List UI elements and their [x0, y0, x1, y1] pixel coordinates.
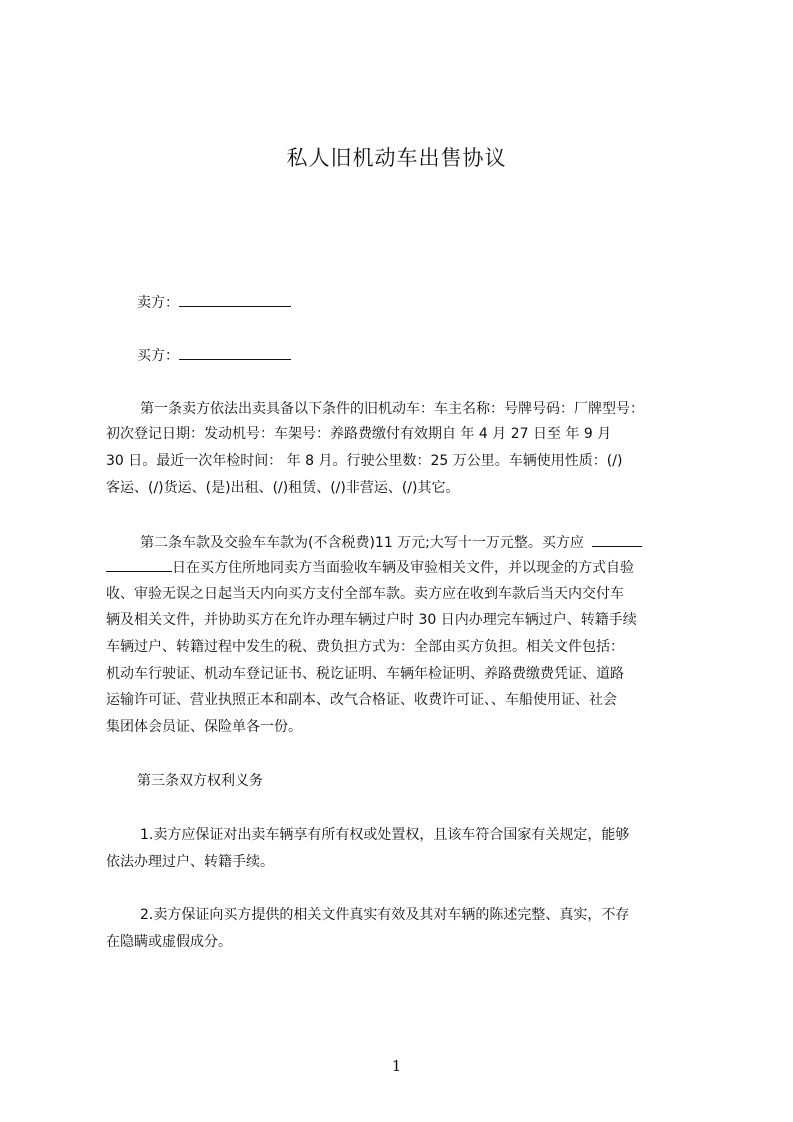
article2-line: 车辆过户、转籍过程中发生的税、费负担方式为：全部由买方负担。相关文件包括： — [106, 639, 624, 655]
buyer-field — [137, 345, 291, 366]
article2-line — [140, 532, 642, 553]
seller-blank — [179, 292, 291, 307]
page-number: 1 — [391, 1057, 402, 1075]
article2-second-text: 日在买方住所地同卖方当面验收车辆及审验相关文件，并以现金的方式自验 — [172, 560, 634, 576]
seller-label: 卖方： — [137, 295, 179, 311]
article1-line: 初次登记日期：发动机号：车架号：养路费缴付有效期自 年 4 月 27 日至 年 9 月 — [106, 426, 612, 442]
article2-line: 集团体会员证、保险单各一份。 — [106, 719, 302, 735]
article2-day-blank-cont — [106, 557, 172, 572]
article2-day-blank — [592, 532, 642, 547]
seller-field — [137, 292, 291, 313]
article1-line: 30 日。最近一次年检时间： 年 8 月。行驶公里数：25 万公里。车辆使用性质：(/) — [106, 453, 623, 469]
document-title: 私人旧机动车出售协议 — [286, 146, 507, 170]
article2-line: 辆及相关文件，并协助买方在允许办理车辆过户时 30 日内办理完车辆过户、转籍手续 — [106, 612, 637, 628]
clause1-line: 依法办理过户、转籍手续。 — [106, 854, 274, 870]
article3-heading: 第三条双方权利义务 — [137, 773, 263, 789]
article2-line — [106, 557, 634, 578]
article2-line: 运输许可证、营业执照正本和副本、改气合格证、收费许可证、、车船使用证、社会 — [106, 692, 617, 708]
article1-line: 第一条卖方依法出卖具备以下条件的旧机动车：车主名称：号牌号码：厂牌型号： — [140, 401, 644, 417]
article2-line: 收、审验无误之日起当天内向买方支付全部车款。卖方应在收到车款后当天内交付车 — [106, 586, 624, 602]
clause2-line: 在隐瞒或虚假成分。 — [106, 934, 232, 950]
clause1-line: 1.卖方应保证对出卖车辆享有所有权或处置权，且该车符合国家有关规定，能够 — [140, 827, 630, 843]
clause2-line: 2.卖方保证向买方提供的相关文件真实有效及其对车辆的陈述完整、真实，不存 — [140, 907, 630, 923]
article2-first-text: 第二条车款及交验车车款为(不含税费)11 万元;大写十一万元整。买方应 — [140, 535, 584, 551]
buyer-label: 买方： — [137, 348, 179, 364]
buyer-blank — [179, 345, 291, 360]
article1-line: 客运、(/)货运、(是)出租、(/)租赁、(/)非营运、(/)其它。 — [106, 480, 460, 496]
article2-line: 机动车行驶证、机动车登记证书、税讫证明、车辆年检证明、养路费缴费凭证、道路 — [106, 666, 624, 682]
